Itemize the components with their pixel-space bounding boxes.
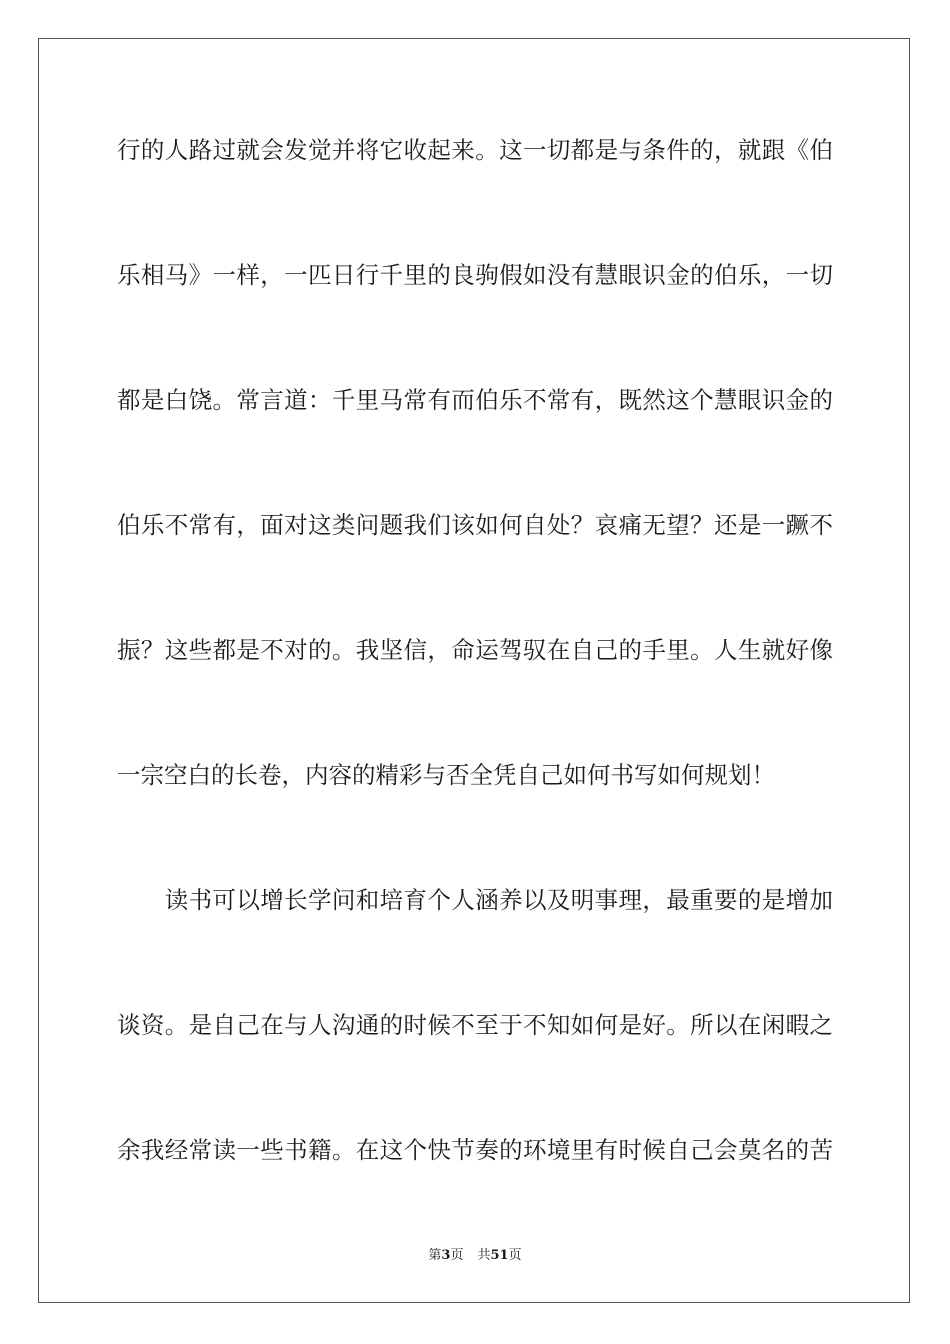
text-line: 谈资。是自己在与人沟通的时候不至于不知如何是好。所以在闲暇之 (117, 1011, 833, 1039)
page-border (38, 38, 910, 1303)
text-line: 余我经常读一些书籍。在这个快节奏的环境里有时候自己会莫名的苦 (117, 1136, 833, 1164)
total-prefix: 共 (477, 1248, 491, 1263)
page-prefix: 第 (428, 1248, 442, 1263)
total-suffix: 页 (508, 1248, 522, 1263)
text-line: 一宗空白的长卷，内容的精彩与否全凭自己如何书写如何规划！ (117, 761, 775, 789)
text-line: 读书可以增长学问和培育个人涵养以及明事理，最重要的是增加 (117, 886, 833, 914)
text-line: 都是白饶。常言道：千里马常有而伯乐不常有，既然这个慧眼识金的 (117, 386, 833, 414)
total-pages: 51 (490, 1248, 509, 1263)
text-line: 行的人路过就会发觉并将它收起来。这一切都是与条件的，就跟《伯 (117, 136, 833, 164)
text-line: 振？这些都是不对的。我坚信，命运驾驭在自己的手里。人生就好像 (117, 636, 833, 664)
page-footer (0, 1248, 950, 1264)
page-number: 3 (441, 1248, 451, 1263)
page-suffix: 页 (450, 1248, 464, 1263)
text-line: 伯乐不常有，面对这类问题我们该如何自处？哀痛无望？还是一蹶不 (117, 511, 833, 539)
text-line: 乐相马》一样，一匹日行千里的良驹假如没有慧眼识金的伯乐，一切 (117, 261, 833, 289)
